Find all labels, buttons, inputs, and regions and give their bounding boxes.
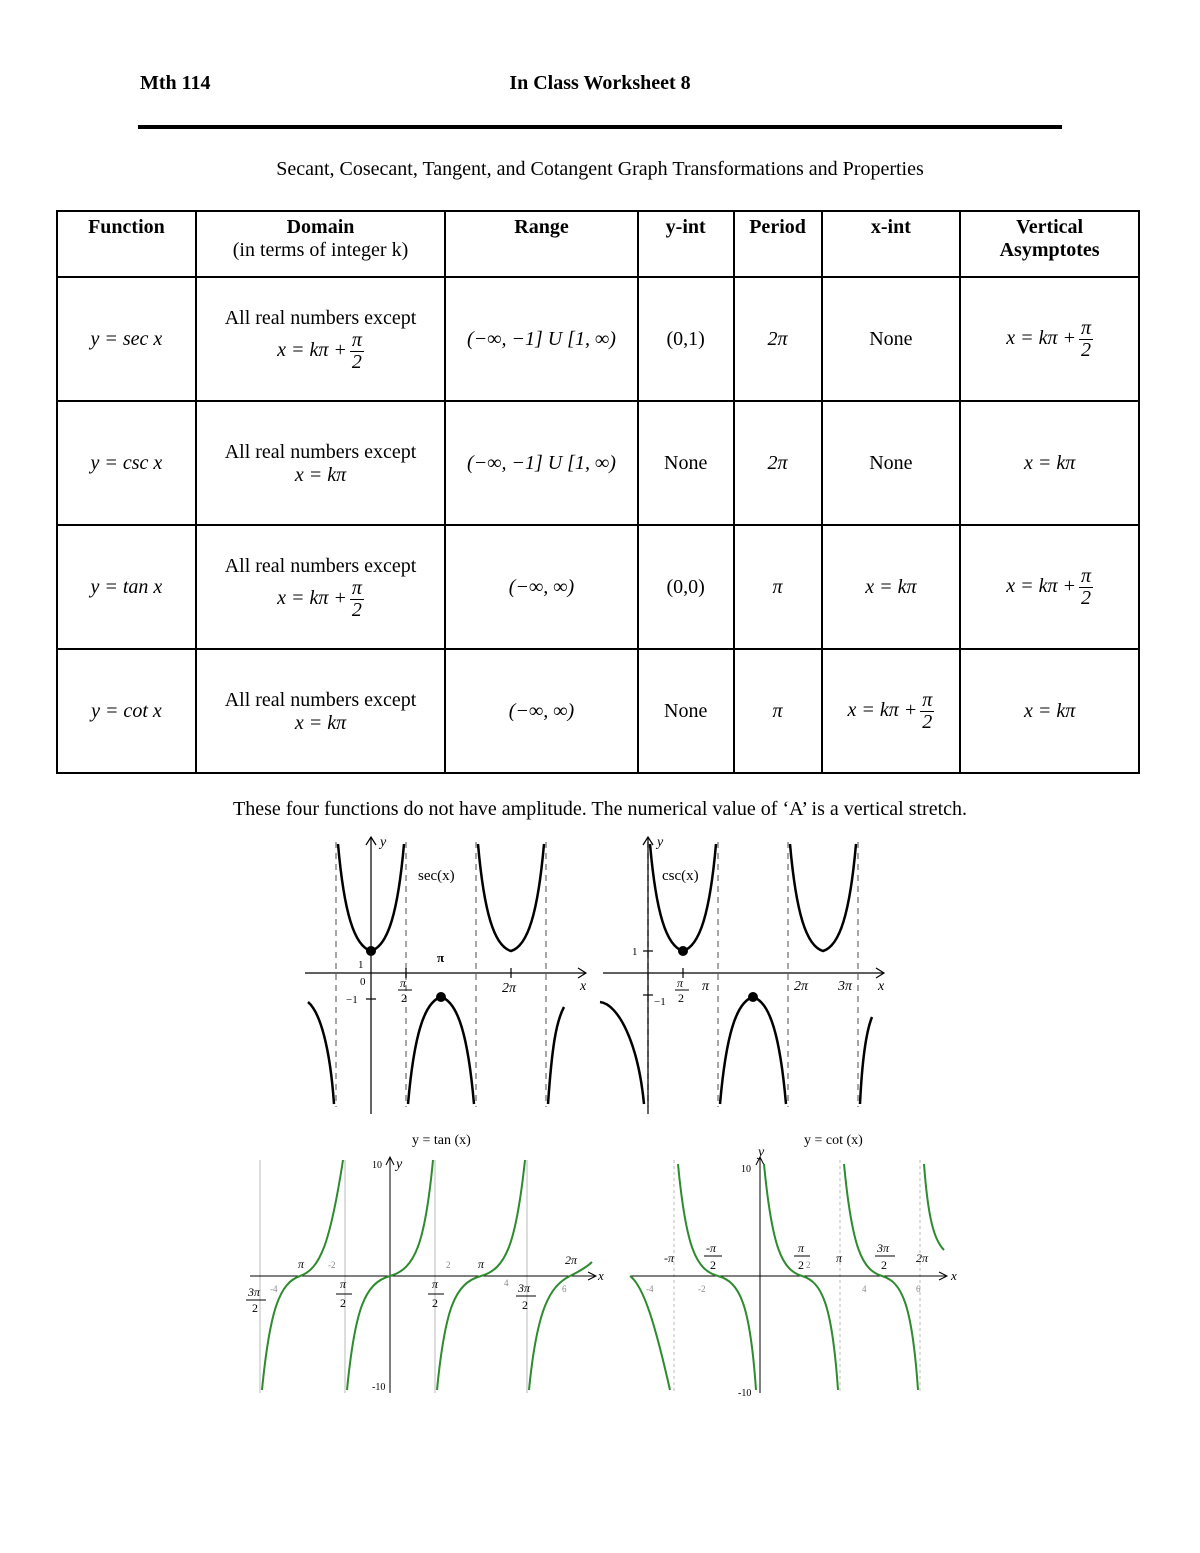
cell-yint: (0,0): [638, 525, 734, 649]
header-domain-sub: (in terms of integer k): [232, 239, 409, 261]
sec-point-0-1: [366, 946, 376, 956]
header-domain: Domain (in terms of integer k): [196, 211, 445, 277]
cot-lbl-mpi2: [704, 1241, 722, 1272]
svg-text:3π: 3π: [877, 1241, 890, 1255]
header-xint: x-int: [822, 211, 961, 277]
table-row: [57, 401, 1139, 525]
tan-lbl-pi2: [428, 1277, 444, 1310]
cell-yint: (0,1): [638, 277, 734, 401]
csc-y-label: y: [657, 835, 664, 850]
tan-title: y = tan (x): [412, 1133, 471, 1148]
cot-lbl-pi: π: [836, 1251, 843, 1265]
cell-xint: x = kπ: [822, 525, 961, 649]
cell-yint: None: [638, 649, 734, 773]
cell-function: y = sec x: [57, 277, 196, 401]
worksheet-title: In Class Worksheet 8: [509, 72, 691, 94]
sec-tick-pi2-den: 2: [401, 991, 407, 1005]
table-row: [57, 525, 1139, 649]
cot-y-top: 10: [741, 1164, 751, 1175]
svg-text:2: 2: [252, 1301, 258, 1315]
cell-function: y = tan x: [57, 525, 196, 649]
cell-xint: None: [822, 401, 961, 525]
sec-tick-pi: π: [437, 950, 445, 965]
header-yint: y-int: [638, 211, 734, 277]
header-asymptotes: Vertical Asymptotes: [960, 211, 1139, 277]
csc-curves: [600, 844, 872, 1104]
cell-period: 2π: [734, 277, 822, 401]
cot-lbl-mpi: -π: [664, 1251, 675, 1265]
table-row: [57, 649, 1139, 773]
csc-tick-1: 1: [632, 946, 638, 958]
csc-tick-3pi: 3π: [838, 979, 853, 994]
cell-yint: None: [638, 401, 734, 525]
cot-tick-4: 4: [862, 1284, 867, 1294]
tan-tick-4: 4: [504, 1278, 509, 1288]
cot-y-label: y: [758, 1145, 765, 1160]
svg-text:2: 2: [710, 1258, 716, 1272]
csc-axes: [603, 837, 884, 1114]
cot-y-bottom: -10: [738, 1388, 752, 1399]
csc-tick-pi: π: [702, 979, 710, 994]
tan-lbl-3pi2: [516, 1281, 536, 1312]
tan-y-label: y: [396, 1157, 403, 1172]
cell-domain: All real numbers except x = kπ: [196, 649, 445, 773]
course-label: Mth 114: [140, 72, 211, 94]
cot-lbl-3pi2: [875, 1241, 895, 1272]
svg-text:π: π: [340, 1277, 347, 1291]
cot-graph: [626, 1128, 966, 1403]
cot-title: y = cot (x): [804, 1133, 863, 1148]
svg-text:π: π: [798, 1241, 805, 1255]
sec-tick-pi2-num: π: [400, 976, 407, 990]
sec-func-label: sec(x): [418, 868, 455, 884]
cell-asymptotes: x = kπ: [960, 649, 1139, 773]
cell-range: (−∞, −1] U [1, ∞): [445, 277, 638, 401]
cell-domain: All real numbers except x = kπ: [196, 401, 445, 525]
csc-point-pi2-1: [678, 946, 688, 956]
table-row: [57, 277, 1139, 401]
sec-tick-1: 1: [358, 959, 364, 971]
cell-asymptotes: x = kπ + $\frac{\pi}{2}$: [960, 277, 1139, 401]
cell-domain: All real numbers except x = kπ + $\frac{\pi}{2}$: [196, 277, 445, 401]
tan-lbl-pi: π: [478, 1257, 485, 1271]
header-function: Function: [57, 211, 196, 277]
tan-lbl-m3pi2: [246, 1285, 266, 1315]
csc-x-label: x: [878, 979, 885, 994]
cell-function: y = cot x: [57, 649, 196, 773]
cot-x-label: x: [951, 1268, 957, 1283]
sec-graph: [300, 832, 600, 1122]
tan-tick-6: 6: [562, 1284, 567, 1294]
header-range: Range: [445, 211, 638, 277]
svg-text:3π: 3π: [248, 1285, 261, 1299]
tan-tick-2: 2: [446, 1260, 451, 1270]
cell-range: (−∞, −1] U [1, ∞): [445, 401, 638, 525]
tan-curves: [262, 1160, 592, 1390]
sec-point-pi-m1: [436, 992, 446, 1002]
page-subtitle: Secant, Cosecant, Tangent, and Cotangent Graph Transformations and Properties: [276, 158, 924, 180]
svg-text:2: 2: [798, 1258, 804, 1272]
tan-lbl-2pi: 2π: [565, 1253, 578, 1267]
csc-graph: [598, 832, 898, 1122]
csc-tick-pi2-den: 2: [678, 991, 684, 1005]
cell-function: y = csc x: [57, 401, 196, 525]
cell-asymptotes: x = kπ + $\frac{\pi}{2}$: [960, 525, 1139, 649]
svg-text:2: 2: [881, 1258, 887, 1272]
tan-x-label: x: [598, 1268, 604, 1283]
cell-range: (−∞, ∞): [445, 525, 638, 649]
sec-tick-0: 0: [360, 976, 366, 988]
cot-tick-m2: -2: [698, 1284, 706, 1294]
header-period: Period: [734, 211, 822, 277]
csc-tick-pi2-num: π: [677, 976, 684, 990]
cot-tick-6: 6: [916, 1284, 921, 1294]
tan-tick-m2: -2: [328, 1260, 336, 1270]
cell-period: π: [734, 525, 822, 649]
csc-tick-m1: −1: [654, 996, 666, 1008]
cell-xint: x = kπ + $\frac{\pi}{2}$: [822, 649, 961, 773]
cell-xint: None: [822, 277, 961, 401]
cot-tick-m4: -4: [646, 1284, 654, 1294]
cell-period: π: [734, 649, 822, 773]
sec-x-label: x: [580, 979, 587, 994]
sec-tick-m1: −1: [346, 994, 358, 1006]
cot-curves: [630, 1164, 944, 1390]
table-header-row: [57, 211, 1139, 277]
sec-tick-2pi: 2π: [502, 981, 517, 996]
csc-tick-2pi: 2π: [794, 979, 809, 994]
cell-asymptotes: x = kπ: [960, 401, 1139, 525]
svg-text:2: 2: [340, 1296, 346, 1310]
sec-y-label: y: [380, 835, 387, 850]
svg-text:2: 2: [522, 1298, 528, 1312]
csc-point-3pi2-m1: [748, 992, 758, 1002]
header-rule: [138, 125, 1062, 129]
tan-lbl-mpi: π: [298, 1257, 305, 1271]
svg-text:3π: 3π: [518, 1281, 531, 1295]
tan-y-bottom: -10: [372, 1382, 386, 1393]
cell-period: 2π: [734, 401, 822, 525]
svg-text:2: 2: [432, 1296, 438, 1310]
cot-axes: [631, 1157, 947, 1393]
cell-range: (−∞, ∞): [445, 649, 638, 773]
tan-lbl-mpi2: [336, 1277, 352, 1310]
csc-func-label: csc(x): [662, 868, 699, 884]
amplitude-note: These four functions do not have amplitude. The numerical value of ‘A’ is a vertical stretch.: [232, 798, 967, 820]
properties-table: [56, 210, 1140, 774]
tan-tick-m4: -4: [270, 1284, 278, 1294]
svg-text:-π: -π: [706, 1241, 717, 1255]
tan-graph: [240, 1128, 612, 1403]
cot-lbl-2pi: 2π: [916, 1251, 929, 1265]
cell-domain: All real numbers except x = kπ + $\frac{\pi}{2}$: [196, 525, 445, 649]
svg-text:π: π: [432, 1277, 439, 1291]
cot-tick-2: 2: [806, 1260, 811, 1270]
tan-y-top: 10: [372, 1160, 382, 1171]
